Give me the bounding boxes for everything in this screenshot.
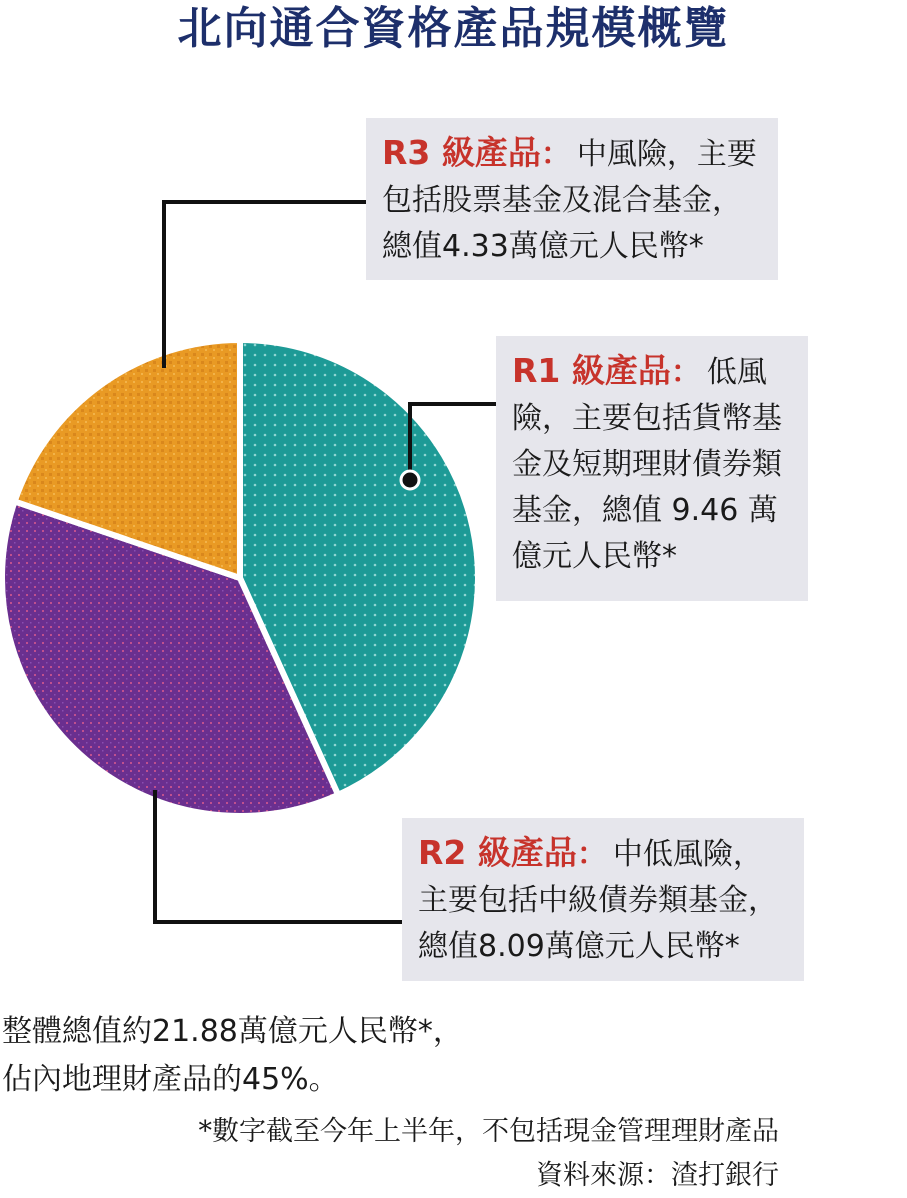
callout-r2-line3: 總值8.09萬億元人民幣* xyxy=(418,929,740,964)
callout-r3 xyxy=(366,118,778,280)
callout-r1 xyxy=(496,336,808,601)
chart-title: 北向通合資格產品規模概覽 xyxy=(177,3,730,54)
footnote xyxy=(19,1110,779,1198)
summary-text xyxy=(2,1008,902,1104)
footnote-note: *數字截至今年上半年，不包括現金管理理財產品 xyxy=(198,1116,779,1147)
callout-r3-colon: ： xyxy=(540,137,571,172)
callout-r1-line4: 基金，總值 9.46 萬 xyxy=(512,493,778,528)
footnote-source: 資料來源：渣打銀行 xyxy=(536,1160,779,1191)
callout-r2-colon: ： xyxy=(576,837,607,872)
callout-r1-line1: 低風 xyxy=(706,355,767,390)
callout-r2-tag: R2 級產品 xyxy=(418,833,577,872)
callout-r1-tag: R1 級產品 xyxy=(512,351,671,390)
callout-r3-line1: 中風險，主要 xyxy=(576,137,757,172)
callout-r3-line2: 包括股票基金及混合基金， xyxy=(382,183,742,218)
summary-line1: 整體總值約21.88萬億元人民幣*， xyxy=(2,1014,463,1049)
callout-r2 xyxy=(402,818,804,981)
callout-r1-line2: 險，主要包括貨幣基 xyxy=(512,401,782,436)
callout-r1-line3: 金及短期理財債券類 xyxy=(512,447,782,482)
leader-dot-r1 xyxy=(401,471,419,489)
callout-r1-colon: ： xyxy=(670,355,701,390)
summary-line2: 佔內地理財產品的45%。 xyxy=(2,1062,339,1097)
callout-r1-line5: 億元人民幣* xyxy=(512,539,677,574)
callout-r2-line2: 主要包括中級債券類基金， xyxy=(418,883,778,918)
callout-r3-tag: R3 級產品 xyxy=(382,133,541,172)
callout-r3-line3: 總值4.33萬億元人民幣* xyxy=(382,229,704,264)
callout-r2-line1: 中低風險， xyxy=(612,837,763,872)
